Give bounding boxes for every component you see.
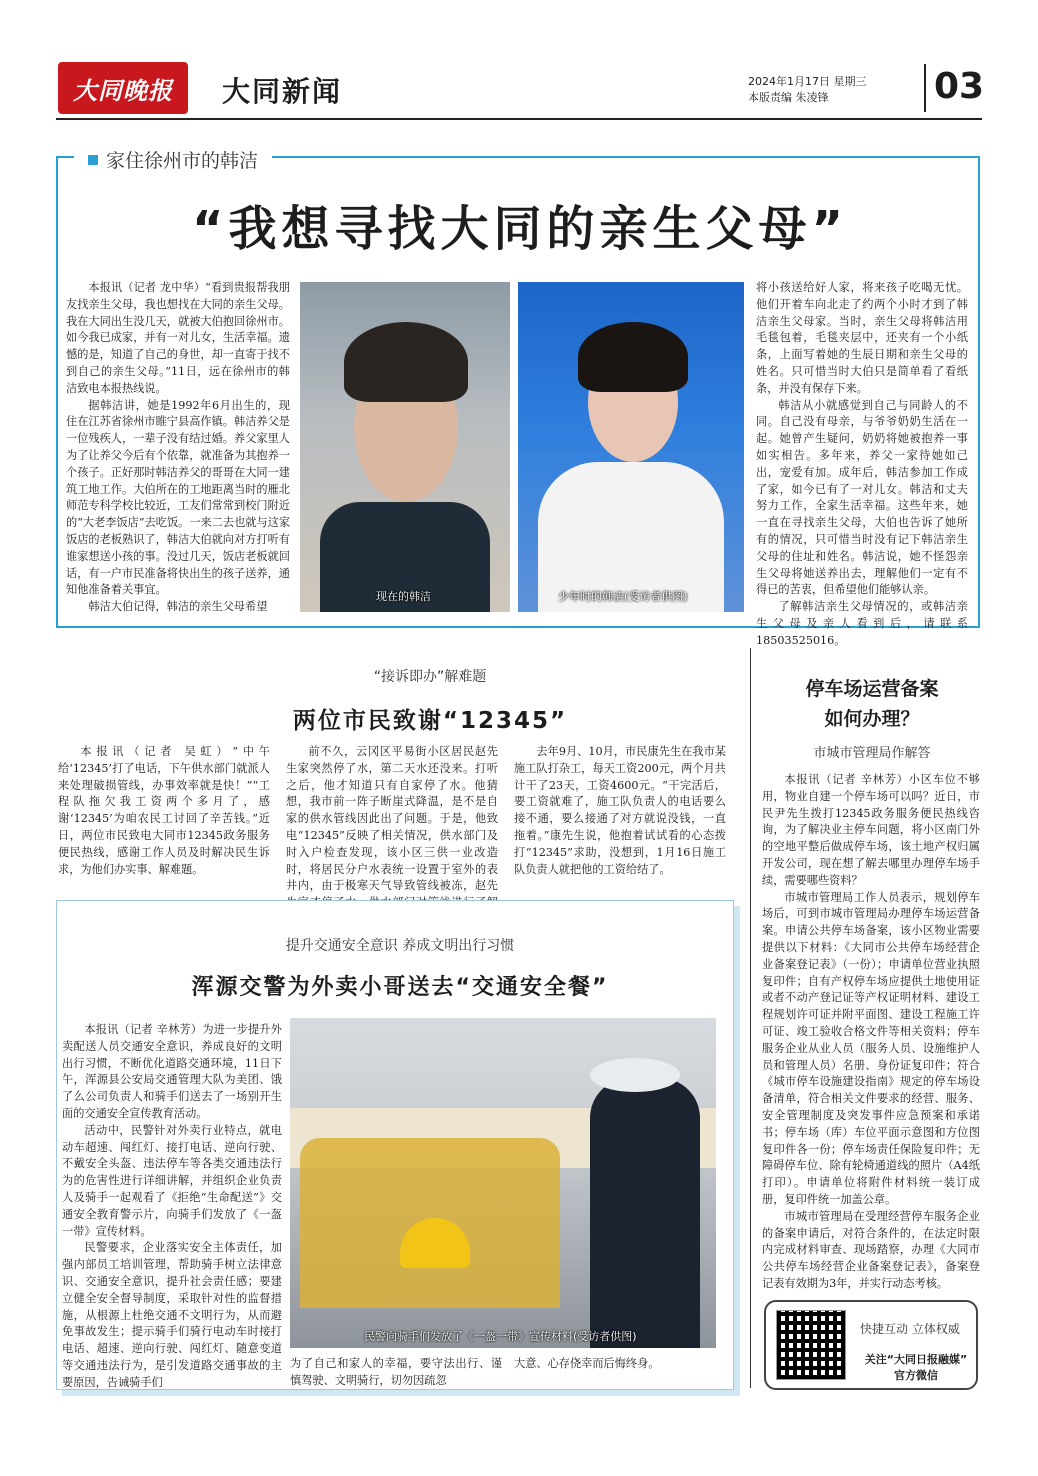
story1-kicker: 家住徐州市的韩洁 [74, 146, 272, 173]
caption-current: 现在的韩洁 [376, 590, 431, 603]
story3-headline: 浑源交警为外卖小哥送去“交通安全餐” [191, 975, 609, 1000]
story2-body-col2 [286, 744, 498, 893]
headline-line: 如何办理？ [824, 708, 920, 730]
story1-body-right [756, 280, 968, 647]
story2-headline: 两位市民致谢“12345” [292, 708, 568, 734]
story2-body-col3 [514, 744, 726, 880]
photo-traffic-police [290, 1018, 716, 1348]
masthead-rule [56, 118, 982, 120]
qr-slogan: 快捷互动 立体权威 [860, 1322, 960, 1336]
story3-body-col2 [290, 1356, 502, 1396]
story2-body-col1 [58, 744, 270, 880]
paragraph: 韩洁从小就感觉到自己与同龄人的不同。自己没有母亲，与爷爷奶奶生活在一起。她曾产生疑问，奶奶将她被抱养一事如实相告。多年来，养父一家待她如己出，宠爱有加。成年后，韩洁参加工作成了家，如今已有了一对儿女。韩洁和丈夫努力工作，全家生活幸福。这些年来，她一直在寻找亲生父母，大伯也告诉了她所有的情况，只可惜当时没有记下韩洁亲生父母的住址和姓名。韩洁说，她不怪怨亲生父母将她送养出去，理解他们一定有不得已的苦衷，但希望他们能够认亲。 [756, 398, 968, 597]
paragraph: 本报讯（记者 龙中华）“看到贵报帮我朋友找亲生父母，我也想找在大同的亲生父母。我在大同出生没几天，就被大伯抱回徐州市。如今我已成家，并有一对儿女，生活幸福。遗憾的是，知道了自己的身世，却一直寄于找不到自己的亲生父母。”11日，远在徐州市的韩洁致电本报热线说。 [66, 281, 290, 395]
caption-youth: 少年时的韩洁(受访者供图) [558, 590, 688, 603]
police-officer [590, 1078, 700, 1348]
paragraph: 大意、心存侥幸而后悔终身。 [514, 1357, 660, 1370]
masthead-info [748, 74, 867, 106]
photo-youth [518, 282, 744, 612]
page-number: 03 [934, 66, 985, 107]
paragraph: 本报讯（记者 辛林芳）小区车位不够用，物业自建一个停车场可以吗？近日，市民尹先生拨打12345政务服务便民热线咨询，为了解决业主停车问题，将小区南门外的空地平整后做成停车场，该土地产权归属开发公司，现在想了解去哪里办理停车场手续，需要哪些资料？ [762, 773, 980, 887]
paragraph: 韩洁大伯记得，韩洁的亲生父母希望 [88, 600, 268, 614]
follow-line: 官方微信 [894, 1369, 938, 1382]
paragraph: 民警要求，企业落实安全主体责任，加强内部员工培训管理，帮助骑手树立法律意识、交通安全意识，提升社会责任感；要建立健全安全督导制度，采取针对性的监督措施，从根源上杜绝交通不文明行为，从而避免事故发生；提示骑手们骑行电动车时接打电话、超速、逆向行驶、闯红灯、随意变道等交通违法行为，是引发道路交通事故的主要原因，告诫骑手们 [62, 1241, 282, 1389]
paragraph: 据韩洁讲，她是1992年6月出生的，现住在江苏省徐州市睢宁县高作镇。韩洁养父是一位残疾人，一辈子没有结过婚。养父家里人为了让养父今后有个依靠，就准备为其抱养一个孩子。正好那时韩洁养父的哥哥在大同一建筑工地工作。大伯所在的工地距离当时的雁北师范专科学校比较近，工友们常常到校门附近的“大老李饭店”去吃饭。一来二去也就与这家饭店的老板熟识了，韩洁大伯就向对方打听有谁家想送小孩的事。没过几天，饭店老板就回话，有一户市民准备将快出生的孩子送养，通知他准备着关事宜。 [66, 398, 291, 597]
issue-date: 2024年1月17日 星期三 [748, 75, 867, 88]
story2-kicker: “接诉即办”解难题 [373, 669, 487, 685]
paragraph: 市城市管理局在受理经营停车服务企业的备案申请后，对符合条件的，在法定时限内完成材料审查、现场踏察，办理《大同市公共停车场经营企业备案登记表》，备案登记表有效期为3年，并实行动态考核。 [762, 1209, 980, 1290]
story3-body-col1 [62, 1022, 282, 1394]
story4-subtitle: 市城市管理局作解答 [813, 746, 931, 761]
page-editor: 本版责编 朱凌锋 [748, 91, 829, 104]
newspaper-logo: 大同晚报 [58, 62, 188, 114]
column-divider [750, 648, 751, 1388]
paragraph: 了解韩洁亲生父母情况的，或韩洁亲生父母及亲人看到后，请联系18503525016。 [756, 600, 968, 647]
paragraph: 本报讯（记者 吴虹）“中午给‘12345’打了电话，下午供水部门就派人来处理破损管线，办事效率就是快！”“工程队拖欠我工资两个多月了，感谢‘12345’为咱农民工讨回了辛苦钱。”近日，两位市民致电大同市12345政务服务便民热线，感谢工作人员及时解决民生诉求，为他们办实事、解难题。 [58, 745, 270, 876]
masthead-divider [924, 64, 926, 112]
qr-code-icon[interactable] [776, 1310, 846, 1380]
story3-kicker: 提升交通安全意识 养成文明出行习惯 [285, 938, 515, 954]
story1-body-left [66, 280, 290, 616]
section-title: 大同新闻 [222, 75, 343, 108]
paragraph: 去年9月、10月，市民康先生在我市某施工队打杂工，每天工资200元，两个月共计干了23天，工资4600元。“干完活后，要工资就难了，施工队负责人的电话要么接不通，要么接通了对方就说没钱，一直拖着。”康先生说，他抱着试试看的心态拨打“12345”求助，没想到，1月16日施工队负责人就把他的工资给结了。 [514, 745, 726, 876]
paragraph: 将小孩送给好人家，将来孩子吃喝无忧。他们开着车向北走了约两个小时才到了韩洁亲生父母家。当时，亲生父母将韩洁用毛毯包着，毛毯夹层中，还夹有一个小纸条，上面写着她的生辰日期和亲生父母的姓名。只可惜当时大伯只是简单看了看纸条，并没有保存下来。 [756, 281, 968, 395]
police-cap [590, 1058, 680, 1092]
story3-body-col3 [514, 1356, 724, 1396]
paragraph: 活动中，民警针对外卖行业特点，就电动车超速、闯红灯、接打电话、逆向行驶、不戴安全头盔、违法停车等各类交通违法行为的危害性进行详细讲解，并组织企业负责人及骑手一起观看了《拒绝“生命配送”》交通安全教育警示片，向骑手们发放了《一盔一带》宣传材料。 [62, 1123, 282, 1238]
follow-line: 关注“大同日报融媒” [864, 1353, 968, 1366]
portrait-hair [578, 322, 688, 392]
paragraph: 为了自己和家人的幸福，要守法出行、谨慎驾驶、文明骑行，切勿因疏忽 [290, 1357, 502, 1387]
paragraph: 市城市管理局工作人员表示，规划停车场后，可到市城市管理局办理停车场运营备案。申请公共停车场备案，该小区物业需要提供以下材料：《大同市公共停车场经营企业备案登记表》（一份）；申请单位营业执照复印件；自有产权停车场应提供土地使用证或者不动产登记证等产权证明材料、建设工程规划许可证并附平面图、建设工程施工许可证、竣工验收合格文件等相关资料；停车服务企业从业人员（服务人员、设施维护人员和管理人员）名册、身份证复印件；符合《城市停车设施建设指南》规定的停车场设备清单，符合相关文件要求的经营、服务、安全管理制度及突发事件应急预案和承诺书；停车场（库）车位平面示意图和方位图复印件各一份；停车场责任保险复印件；无障碍停车位、除有轮椅通道线的照片（A4纸打印）。申请单位将附件材料统一装订成册，复印件统一加盖公章。 [762, 890, 980, 1206]
paragraph: 前不久，云冈区平易街小区居民赵先生家突然停了水，第二天水还没来。打听之后，他才知道只有自家停了水。他猜想，我市前一阵子断崖式降温，是不是自家的供水管线因此出了问题。于是，他致电“12345”反映了相关情况，供水部门及时入户检查发现，该小区三供一业改造时，将居民分户水表统一设置于室外的表井内，由于极寒天气导致管线被冻，赵先 [286, 745, 498, 893]
caption-traffic: 民警向骑手们发放了《一盔一带》宣传材料(受访者供图) [364, 1330, 637, 1343]
qr-follow-text [856, 1352, 976, 1384]
story4-headline [762, 674, 982, 734]
portrait-hair [344, 322, 468, 402]
story1-headline: “我想寻找大同的亲生父母” [191, 201, 849, 257]
story4-body [762, 772, 980, 1290]
paragraph: 本报讯（记者 辛林芳）为进一步提升外卖配送人员交通安全意识，养成良好的文明出行习惯，不断优化道路交通环境，11日下午，浑源县公安局交通管理大队为美团、饿了么公司负责人和骑手们送去了一场别开生面的交通安全宣传教育活动。 [62, 1023, 282, 1120]
headline-line: 停车场运营备案 [805, 678, 939, 700]
photo-current [300, 282, 510, 612]
